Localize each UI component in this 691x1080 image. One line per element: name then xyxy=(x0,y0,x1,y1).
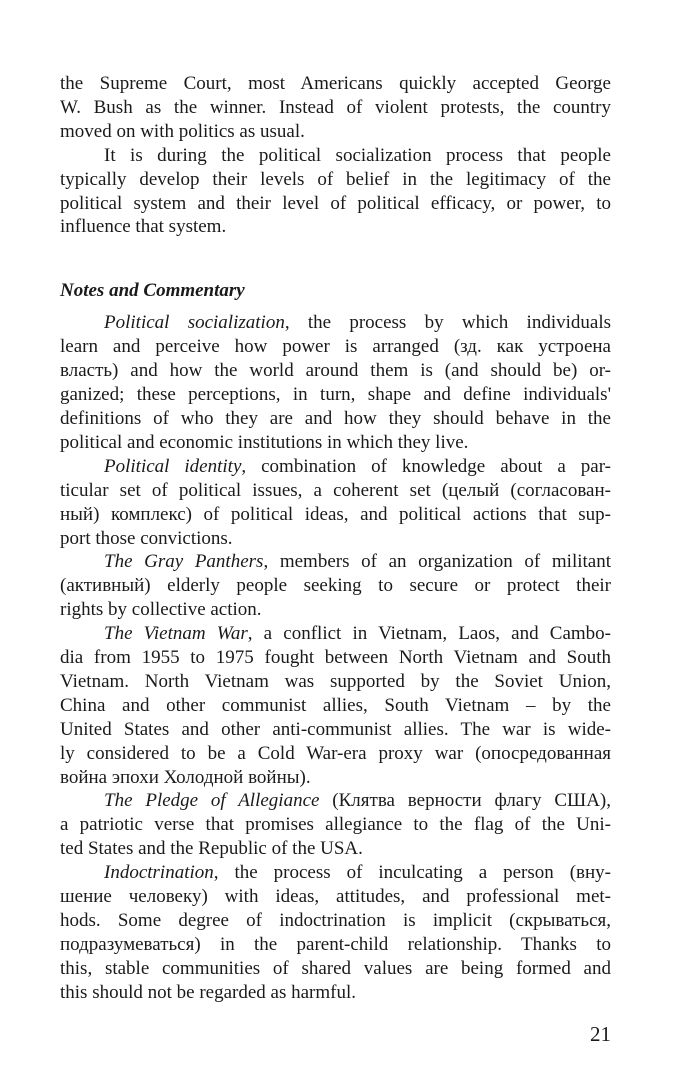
text-line xyxy=(60,311,611,335)
text-line: ный) комплекс) of political ideas, and political actions that sup- xyxy=(60,503,611,525)
intro-paragraph-2 xyxy=(60,144,611,240)
text-line: hods. Some degree of indoctrination is implicit (скрываться, xyxy=(60,910,611,931)
note-entry xyxy=(60,311,611,454)
text-line: ganized; these perceptions, in turn, shape and define individuals' xyxy=(60,384,611,406)
text-line: dia from 1955 to 1975 fought between North Vietnam and South xyxy=(60,647,611,669)
text-line xyxy=(60,622,611,646)
text-line: influence that system. xyxy=(60,216,227,238)
note-entry xyxy=(60,861,611,1004)
text-line: port those convictions. xyxy=(60,527,233,549)
note-entry xyxy=(60,622,611,789)
text-line: шение человеку) with ideas, attitudes, and professional met- xyxy=(60,886,611,908)
text-line: W. Bush as the winner. Instead of violent protests, the country xyxy=(60,96,611,118)
text-line: подразумеваться) in the parent-child relationship. Thanks to xyxy=(60,933,611,955)
text-line: political system and their level of political efficacy, or power, to xyxy=(60,192,611,214)
text-line: a patriotic verse that promises allegiance to the flag of the Uni- xyxy=(60,814,611,836)
text-line: (активный) elderly people seeking to secure or protect their xyxy=(60,575,611,597)
section-heading: Notes and Commentary xyxy=(60,280,245,302)
text-line xyxy=(60,550,611,574)
text-line: власть) and how the world around them is (and should be) or- xyxy=(60,360,611,382)
note-term: The Gray Panthers xyxy=(104,551,264,573)
text-line: moved on with politics as usual. xyxy=(60,120,305,142)
text-line: learn and perceive how power is arranged (зд. как устроена xyxy=(60,336,611,358)
text-line: ted States and the Republic of the USA. xyxy=(60,838,363,860)
text-line: война эпохи Холодной войны). xyxy=(60,766,311,788)
note-term: Political socialization xyxy=(104,312,285,334)
note-text: , combination of knowledge about a par- xyxy=(241,455,611,477)
text-line xyxy=(60,861,611,885)
note-text: , the process by which individuals xyxy=(284,312,611,334)
note-entry xyxy=(60,550,611,622)
note-text: , the process of inculcating a person (вну- xyxy=(213,862,611,884)
text-line: Vietnam. North Vietnam was supported by the Soviet Union, xyxy=(60,670,611,692)
text-line: rights by collective action. xyxy=(60,599,262,621)
text-line: this, stable communities of shared values are being formed and xyxy=(60,957,611,979)
note-term: The Vietnam War xyxy=(104,623,248,645)
text-line: the Supreme Court, most Americans quickly accepted George xyxy=(60,73,611,94)
page-content xyxy=(60,72,611,1005)
note-term: Political identity xyxy=(104,455,242,477)
text-line: definitions of who they are and how they should behave in the xyxy=(60,407,611,429)
text-line: ly considered to be a Cold War-era proxy war (опосредованная xyxy=(60,742,611,764)
note-term: Indoctrination xyxy=(104,862,214,884)
text-line: political and economic institutions in which they live. xyxy=(60,431,469,453)
notes-list xyxy=(60,311,611,1004)
text-line: China and other communist allies, South Vietnam – by the xyxy=(60,694,611,716)
text-line: ticular set of political issues, a coherent set (целый (согласован- xyxy=(60,479,611,501)
text-line: typically develop their levels of belief in the legitimacy of the xyxy=(60,168,611,190)
page-number: 21 xyxy=(590,1022,611,1046)
note-term: The Pledge of Allegiance xyxy=(104,790,320,812)
note-text: , a conflict in Vietnam, Laos, and Cambo- xyxy=(247,623,611,645)
text-line xyxy=(60,789,611,813)
text-line: It is during the political socialization process that people xyxy=(104,144,611,166)
note-entry xyxy=(60,789,611,861)
note-text: , members of an organization of militant xyxy=(263,551,611,573)
text-line xyxy=(60,455,611,479)
note-entry xyxy=(60,455,611,551)
text-line: United States and other anti-communist allies. The war is wide- xyxy=(60,718,611,740)
text-line: this should not be regarded as harmful. xyxy=(60,981,357,1003)
intro-paragraph-1 xyxy=(60,72,611,144)
note-text: (Клятва верности флагу США), xyxy=(319,790,612,812)
